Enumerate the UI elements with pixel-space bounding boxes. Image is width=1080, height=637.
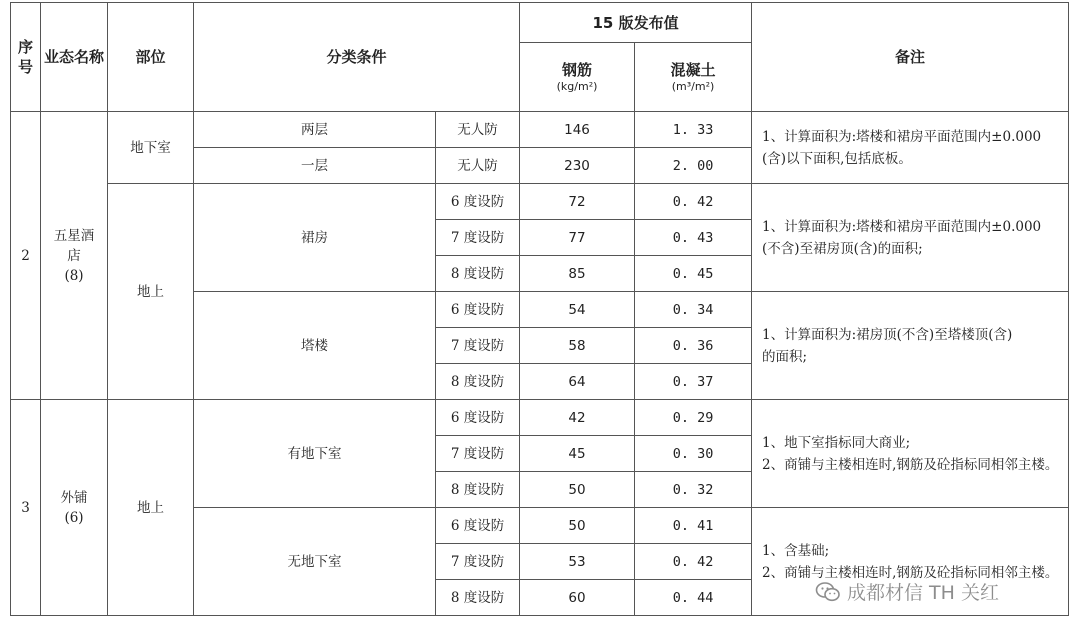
table-cell-concrete: 0. 42 — [635, 544, 752, 580]
table-cell-steel: 77 — [520, 220, 635, 256]
table-cell-steel: 58 — [520, 328, 635, 364]
hotel-note-podium: 1、计算面积为:塔楼和裙房平面范围内±0.000 (不含)至裙房顶(含)的面积; — [752, 184, 1069, 292]
header-concrete-unit: (m³/m²) — [671, 80, 715, 93]
shops-note-without-basement: 1、含基础; 2、商铺与主楼相连时,钢筋及砼指标同相邻主楼。 — [752, 508, 1069, 616]
table-cell-concrete: 0. 32 — [635, 472, 752, 508]
table-cell-concrete: 0. 37 — [635, 364, 752, 400]
hotel-part-above: 地上 — [108, 184, 194, 400]
table-cell-steel: 146 — [520, 112, 635, 148]
table-cell-concrete: 0. 41 — [635, 508, 752, 544]
table-cell-concrete: 1. 33 — [635, 112, 752, 148]
spec-table — [10, 2, 1069, 616]
hotel-type: 五星酒 店 (8) — [41, 112, 108, 400]
table-cell-cond1: 一层 — [194, 148, 436, 184]
header-concrete — [635, 43, 752, 112]
table-cell-steel: 42 — [520, 400, 635, 436]
shops-type: 外铺 (6) — [41, 400, 108, 616]
hotel-seq: 2 — [11, 112, 41, 400]
shops-with-basement: 有地下室 — [194, 400, 436, 508]
hotel-tower: 塔楼 — [194, 292, 436, 400]
table-cell-steel: 54 — [520, 292, 635, 328]
table-cell-concrete: 0. 29 — [635, 400, 752, 436]
table-cell-cond2: 无人防 — [436, 148, 520, 184]
header-type: 业态名称 — [41, 3, 108, 112]
header-steel-label: 钢筋 — [562, 61, 593, 79]
table-cell-cond2: 8 度设防 — [436, 472, 520, 508]
table-cell-steel: 53 — [520, 544, 635, 580]
hotel-part-basement: 地下室 — [108, 112, 194, 184]
table-cell-cond2: 7 度设防 — [436, 436, 520, 472]
table-cell-steel: 230 — [520, 148, 635, 184]
header-seq: 序号 — [11, 3, 41, 112]
shops-seq: 3 — [11, 400, 41, 616]
table-cell-steel: 64 — [520, 364, 635, 400]
table-cell-cond2: 6 度设防 — [436, 508, 520, 544]
table-cell-steel: 72 — [520, 184, 635, 220]
table-cell-steel: 50 — [520, 472, 635, 508]
table-cell-concrete: 2. 00 — [635, 148, 752, 184]
table-cell-cond2: 6 度设防 — [436, 292, 520, 328]
table-cell-cond1: 两层 — [194, 112, 436, 148]
header-part: 部位 — [108, 3, 194, 112]
table-cell-cond2: 6 度设防 — [436, 400, 520, 436]
header-category: 分类条件 — [194, 3, 520, 112]
hotel-note-tower: 1、计算面积为:裙房顶(不含)至塔楼顶(含) 的面积; — [752, 292, 1069, 400]
table-cell-concrete: 0. 45 — [635, 256, 752, 292]
table-cell-steel: 50 — [520, 508, 635, 544]
table-cell-cond2: 无人防 — [436, 112, 520, 148]
hotel-note-basement: 1、计算面积为:塔楼和裙房平面范围内±0.000 (含)以下面积,包括底板。 — [752, 112, 1069, 184]
header-concrete-label: 混凝土 — [670, 61, 716, 79]
shops-part-above: 地上 — [108, 400, 194, 616]
table-cell-cond2: 7 度设防 — [436, 220, 520, 256]
shops-note-with-basement: 1、地下室指标同大商业; 2、商铺与主楼相连时,钢筋及砼指标同相邻主楼。 — [752, 400, 1069, 508]
table-cell-cond2: 8 度设防 — [436, 256, 520, 292]
table-cell-cond2: 7 度设防 — [436, 544, 520, 580]
table-cell-cond2: 8 度设防 — [436, 364, 520, 400]
table-cell-steel: 60 — [520, 580, 635, 616]
table-cell-concrete: 0. 42 — [635, 184, 752, 220]
hotel-podium: 裙房 — [194, 184, 436, 292]
header-published-values: 15 版发布值 — [520, 3, 752, 43]
header-steel — [520, 43, 635, 112]
table-cell-steel: 45 — [520, 436, 635, 472]
header-remarks: 备注 — [752, 3, 1069, 112]
header-steel-unit: (kg/m²) — [556, 80, 598, 93]
table-cell-cond2: 8 度设防 — [436, 580, 520, 616]
shops-without-basement: 无地下室 — [194, 508, 436, 616]
table-cell-cond2: 6 度设防 — [436, 184, 520, 220]
table-cell-steel: 85 — [520, 256, 635, 292]
table-cell-concrete: 0. 34 — [635, 292, 752, 328]
table-cell-concrete: 0. 43 — [635, 220, 752, 256]
watermark-text: 成都材信 TH 关红 — [847, 582, 999, 604]
table-cell-concrete: 0. 30 — [635, 436, 752, 472]
table-cell-concrete: 0. 44 — [635, 580, 752, 616]
table-cell-concrete: 0. 36 — [635, 328, 752, 364]
table-cell-cond2: 7 度设防 — [436, 328, 520, 364]
